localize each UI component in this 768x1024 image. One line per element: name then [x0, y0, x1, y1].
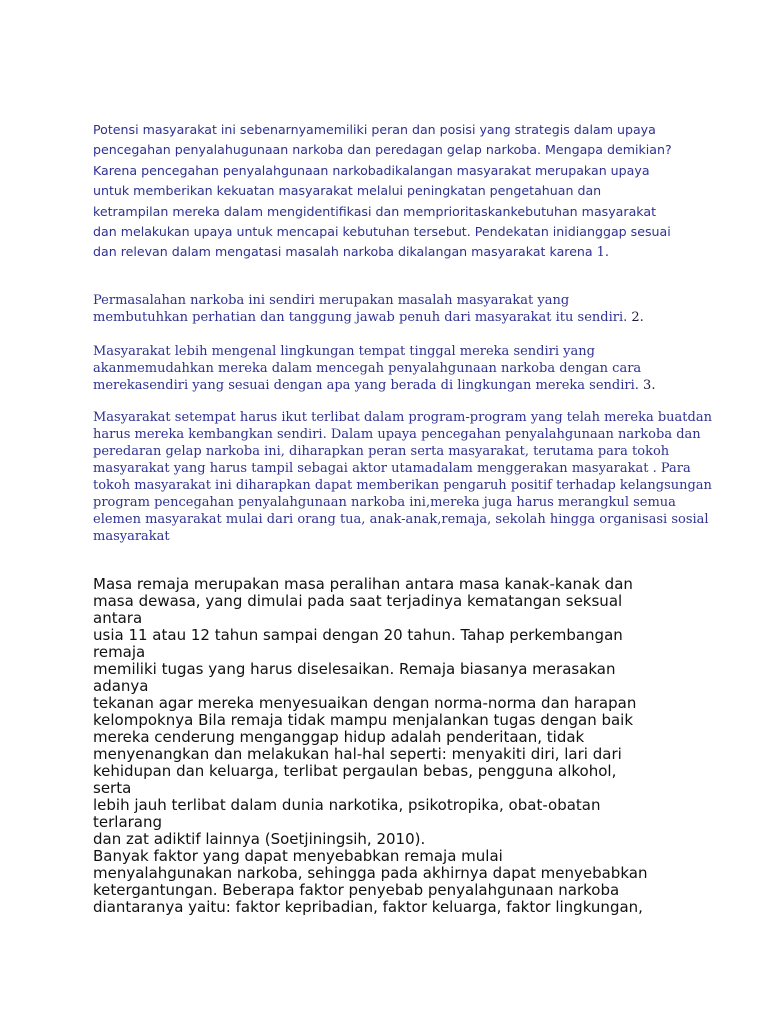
p5-line-10: mereka cenderung menganggap hidup adalah penderitaan, tidak [93, 728, 585, 746]
p5-line-11: menyenangkan dan melakukan hal-hal seperti: menyakiti diri, lari dari [93, 745, 622, 763]
p5-line-4: usia 11 atau 12 tahun sampai dengan 20 tahun. Tahap perkembangan [93, 626, 623, 644]
p1-line-6: dan melakukan upaya untuk mencapai kebutuhan tersebut. Pendekatan inidianggap sesuai [93, 223, 671, 239]
p5-line-18: menyalahgunakan narkoba, sehingga pada akhirnya dapat menyebabkan [93, 864, 648, 882]
p3-line-1: Masyarakat lebih mengenal lingkungan tempat tinggal mereka sendiri yang [93, 344, 595, 359]
p1-end-number: 1. [596, 245, 610, 261]
p1-line-7: dan relevan dalam mengatasi masalah narkoba dikalangan masyarakat karena [93, 244, 593, 260]
p5-line-2: masa dewasa, yang dimulai pada saat terjadinya kematangan seksual [93, 592, 623, 610]
p5-line-1: Masa remaja merupakan masa peralihan antara masa kanak-kanak dan [93, 575, 633, 593]
p4-line-3: peredaran gelap narkoba ini, diharapkan peran serta masyarakat, terutama para tokoh [93, 444, 670, 459]
p5-line-6: memiliki tugas yang harus diselesaikan. Remaja biasanya merasakan [93, 660, 616, 678]
paragraph-1 [93, 120, 693, 263]
paragraph-4 [93, 409, 712, 545]
p4-line-6: program pencegahan penyalahgunaan narkoba ini,mereka juga harus merangkul semua [93, 495, 676, 510]
p2-line-1: Permasalahan narkoba ini sendiri merupakan masalah masyarakat yang [93, 293, 570, 308]
p5-line-15: terlarang [93, 813, 163, 831]
p3-line-3: merekasendiri yang sesuai dengan apa yang berada di lingkungan mereka sendiri. [93, 378, 639, 393]
p3-end-number: 3. [643, 378, 656, 393]
p4-line-7: elemen masyarakat mulai dari orang tua, anak-anak,remaja, sekolah hingga organisasi sosial [93, 512, 709, 527]
p1-line-1: Potensi masyarakat ini sebenarnyamemiliki peran dan posisi yang strategis dalam upaya [93, 122, 656, 137]
p3-line-2: akanmemudahkan mereka dalam mencegah penyalahgunaan narkoba dengan cara [93, 361, 642, 376]
p5-line-9: kelompoknya Bila remaja tidak mampu menjalankan tugas dengan baik [93, 711, 634, 729]
p4-line-1: Masyarakat setempat harus ikut terlibat dalam program-program yang telah mereka buatdan [93, 410, 712, 425]
p1-line-5: ketrampilan mereka dalam mengidentifikasi dan memprioritaskankebutuhan masyarakat [93, 203, 657, 219]
p4-line-2: harus mereka kembangkan sendiri. Dalam upaya pencegahan penyalahgunaan narkoba dan [93, 427, 701, 442]
p5-line-20: diantaranya yaitu: faktor kepribadian, faktor keluarga, faktor lingkungan, [93, 898, 643, 916]
p5-line-8: tekanan agar mereka menyesuaikan dengan norma-norma dan harapan [93, 694, 637, 712]
paragraph-2 [93, 292, 693, 326]
p5-line-3: antara [93, 609, 143, 627]
paragraph-5 [93, 576, 693, 916]
p2-line-2: membutuhkan perhatian dan tanggung jawab penuh dari masyarakat itu sendiri. [93, 310, 628, 325]
p1-line-2: pencegahan penyalahugunaan narkoba dan peredagan gelap narkoba. Mengapa demikian? [93, 142, 672, 158]
p4-line-4: masyarakat yang harus tampil sebagai aktor utamadalam menggerakan masyarakat . Para [93, 461, 691, 476]
p5-line-19: ketergantungan. Beberapa faktor penyebab penyalahgunaan narkoba [93, 881, 620, 899]
p5-line-14: lebih jauh terlibat dalam dunia narkotika, psikotropika, obat-obatan [93, 796, 601, 814]
p5-line-7: adanya [93, 677, 149, 695]
p5-line-16: dan zat adiktif lainnya (Soetjiningsih, 2010). [93, 830, 426, 848]
p4-line-8: masyarakat [93, 529, 170, 544]
p5-line-13: serta [93, 779, 132, 797]
p1-line-3: Karena pencegahan penyalahgunaan narkobadikalangan masyarakat merupakan upaya [93, 162, 650, 178]
p4-line-5: tokoh masyarakat ini diharapkan dapat memberikan pengaruh positif terhadap kelangsungan [93, 478, 712, 493]
p5-line-17: Banyak faktor yang dapat menyebabkan remaja mulai [93, 847, 503, 865]
paragraph-3 [93, 343, 693, 394]
p5-line-12: kehidupan dan keluarga, terlibat pergaulan bebas, pengguna alkohol, [93, 762, 617, 780]
p5-line-5: remaja [93, 643, 146, 661]
p2-end-number: 2. [631, 310, 644, 325]
p1-line-4: untuk memberikan kekuatan masyarakat melalui peningkatan pengetahuan dan [93, 183, 602, 199]
